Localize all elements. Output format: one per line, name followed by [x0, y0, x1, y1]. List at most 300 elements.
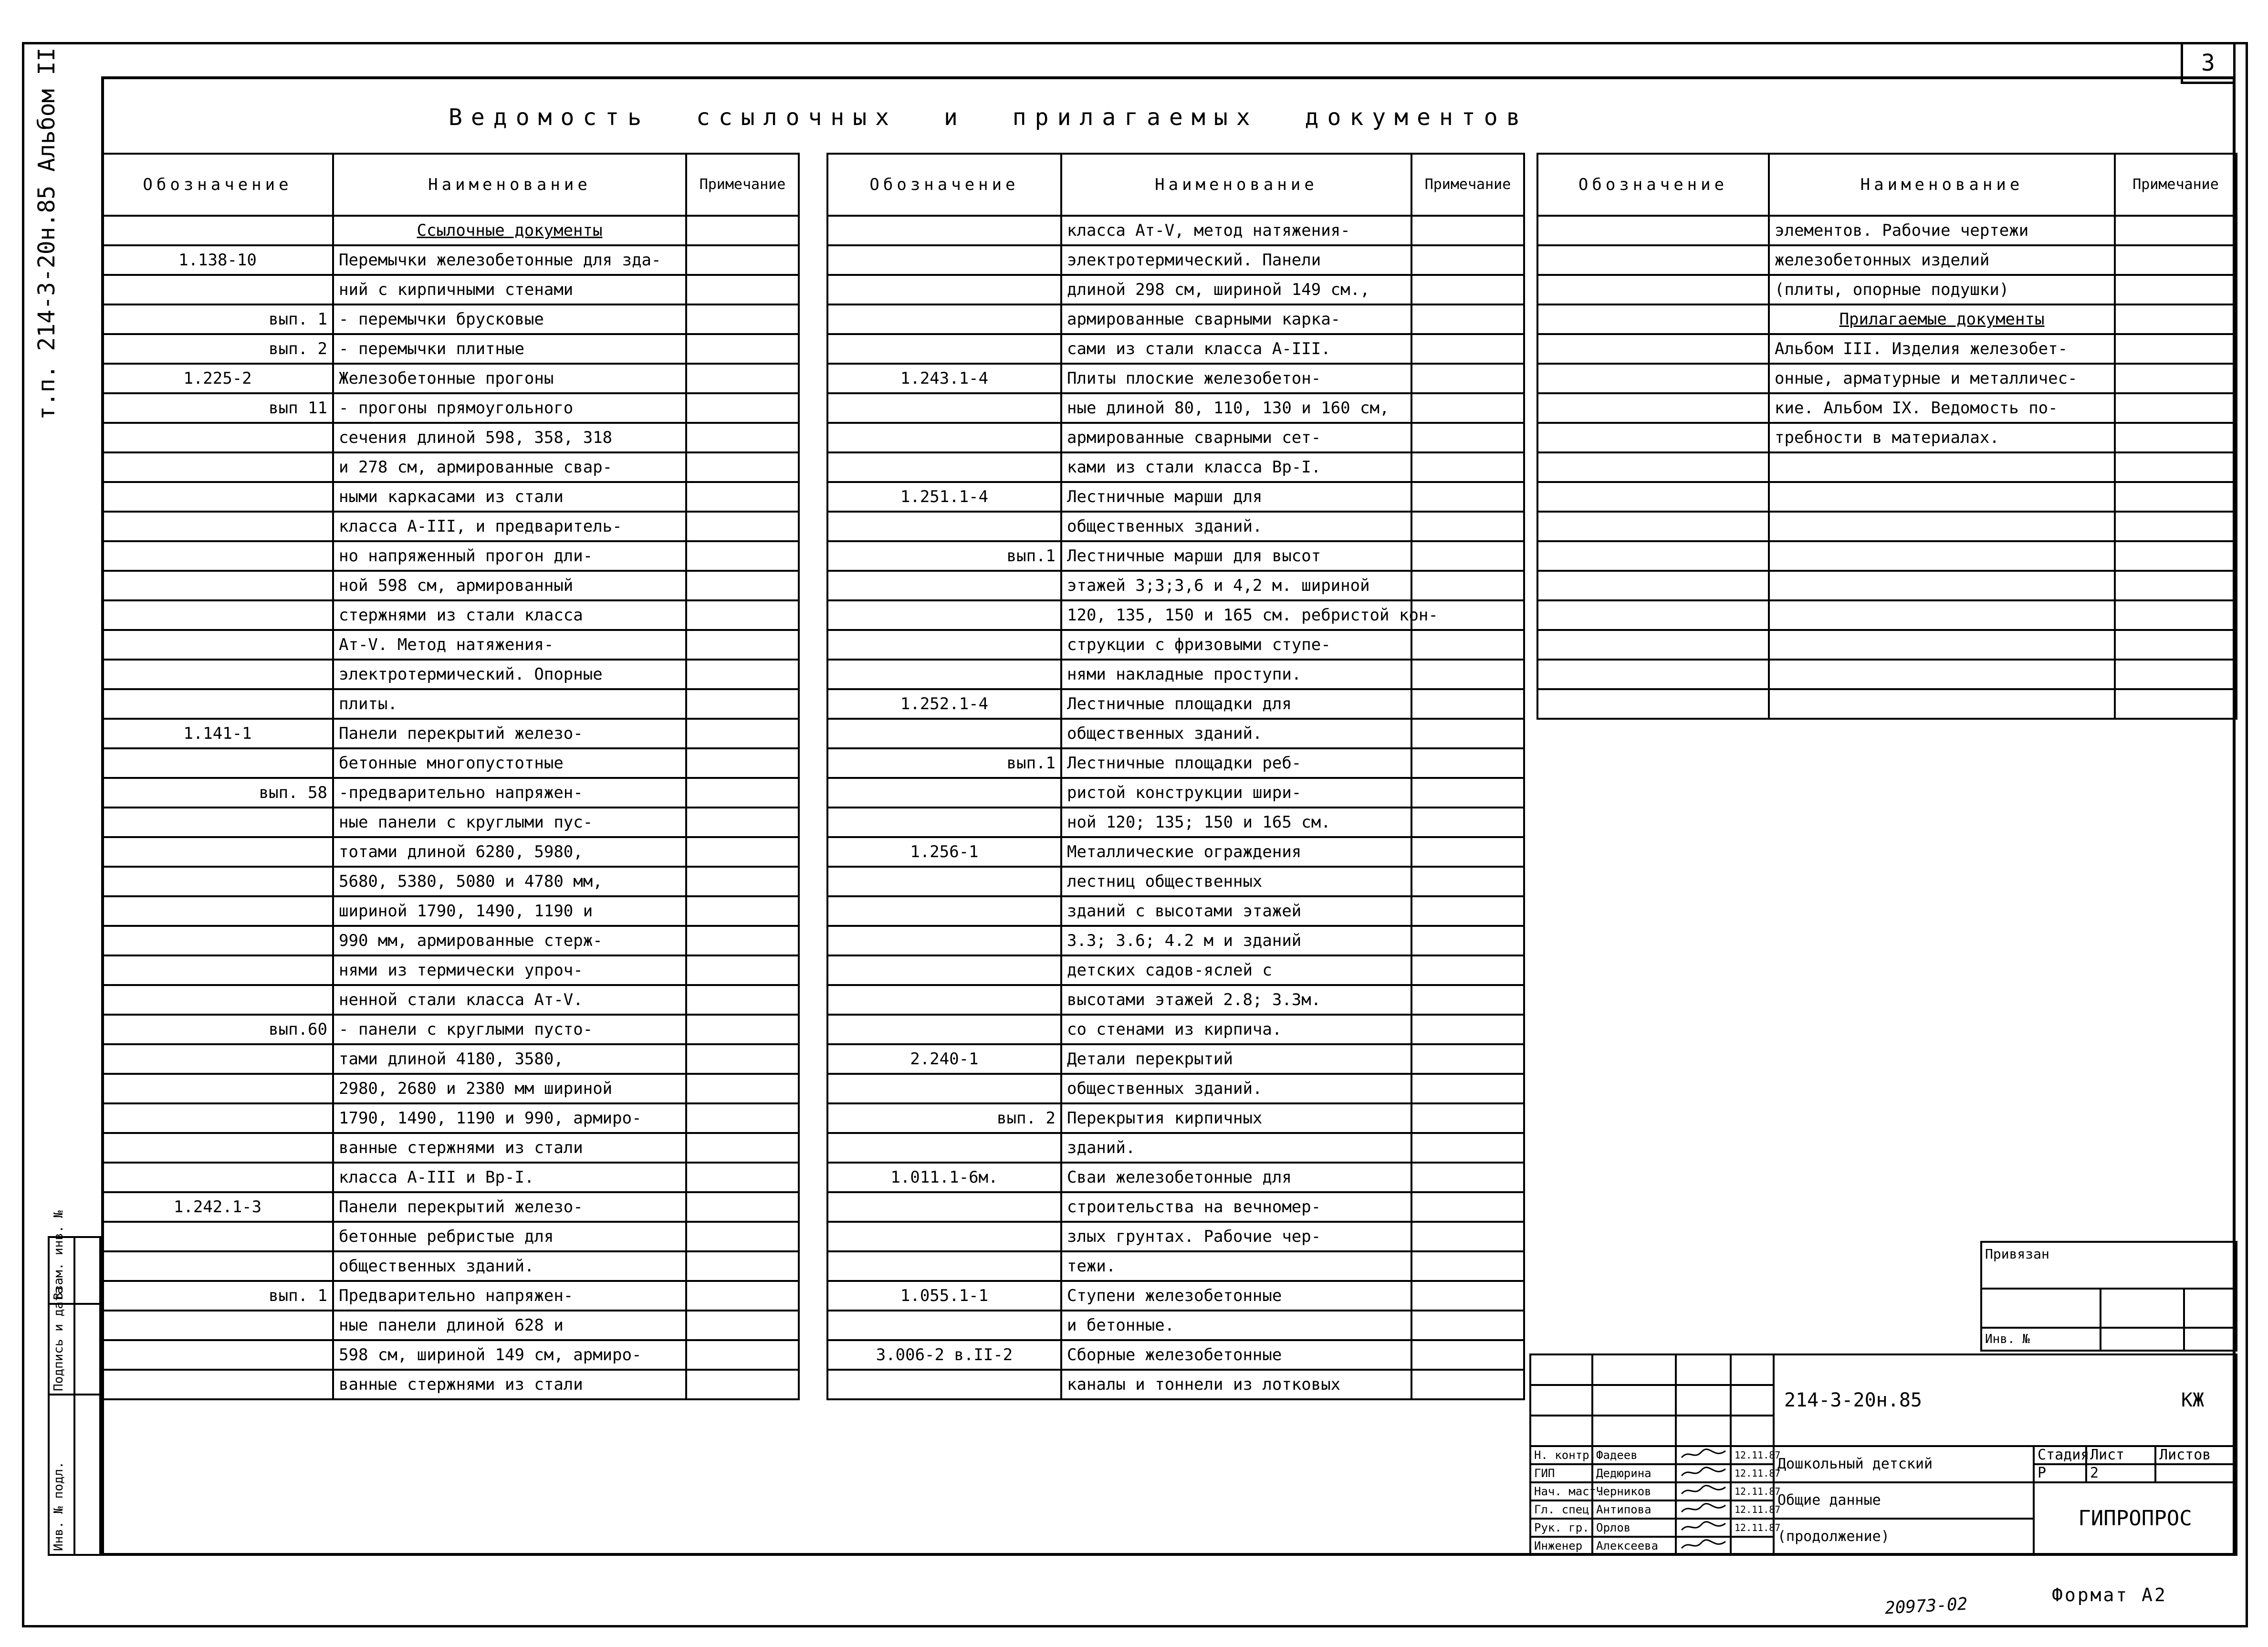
- signature-name: Дедюрина: [1592, 1464, 1676, 1482]
- row-code: [827, 660, 1061, 689]
- table-row: [827, 1340, 1524, 1370]
- row-code: 1.243.1-4: [827, 364, 1061, 393]
- row-note: [1411, 660, 1524, 689]
- table-row: [102, 1222, 799, 1251]
- table-row: [102, 1074, 799, 1103]
- table-row: [102, 1044, 799, 1074]
- row-note: [686, 216, 799, 245]
- row-name: общественных зданий.: [1061, 512, 1411, 541]
- row-note: [686, 304, 799, 334]
- row-note: [1411, 245, 1524, 275]
- row-code: [1537, 364, 1769, 393]
- row-name: - перемычки брусковые: [333, 304, 686, 334]
- table-row: [1537, 600, 2237, 630]
- row-code: [102, 1133, 333, 1163]
- signature-name: Фадеев: [1592, 1446, 1676, 1464]
- table-row: [102, 1133, 799, 1163]
- row-name: строительства на вечномер-: [1061, 1192, 1411, 1222]
- table-row: [102, 867, 799, 896]
- table-row: [1537, 334, 2237, 364]
- table-row: [102, 985, 799, 1015]
- signature-scribble-icon: [1680, 1538, 1727, 1552]
- row-note: [1411, 926, 1524, 955]
- table-row: [1537, 452, 2237, 482]
- row-note: [2115, 630, 2237, 660]
- row-name: общественных зданий.: [1061, 1074, 1411, 1103]
- strip-inv-podl: Инв. № подл.: [52, 1461, 66, 1551]
- row-note: [686, 689, 799, 719]
- row-name: длиной 298 см, шириной 149 см.,: [1061, 275, 1411, 304]
- row-name: - перемычки плитные: [333, 334, 686, 364]
- sheet-label: Лист: [2086, 1446, 2155, 1464]
- header-code: Обозначение: [102, 154, 333, 216]
- row-code: [827, 1370, 1061, 1399]
- table-row: [827, 1015, 1524, 1044]
- table-row: [827, 837, 1524, 867]
- row-name: но напряженный прогон дли-: [333, 541, 686, 571]
- row-note: [686, 393, 799, 423]
- row-name: Ступени железобетонные: [1061, 1281, 1411, 1311]
- table-row: [102, 1281, 799, 1311]
- row-code: [1537, 512, 1769, 541]
- table-row: [102, 926, 799, 955]
- row-name: [1769, 689, 2115, 719]
- header-note: Примечание: [686, 154, 799, 216]
- row-name: нями из термически упроч-: [333, 955, 686, 985]
- row-name: зданий с высотами этажей: [1061, 896, 1411, 926]
- row-name: каналы и тоннели из лотковых: [1061, 1370, 1411, 1399]
- row-code: [827, 1015, 1061, 1044]
- table-row: [102, 778, 799, 808]
- row-code: [102, 1163, 333, 1192]
- row-code: [827, 926, 1061, 955]
- row-name: злых грунтах. Рабочие чер-: [1061, 1222, 1411, 1251]
- table-row: [102, 512, 799, 541]
- table-row: [1537, 393, 2237, 423]
- row-code: [102, 867, 333, 896]
- row-name: этажей 3;3;3,6 и 4,2 м. шириной: [1061, 571, 1411, 600]
- row-name: высотами этажей 2.8; 3.3м.: [1061, 985, 1411, 1015]
- row-name: ные панели длиной 628 и: [333, 1311, 686, 1340]
- row-note: [686, 1340, 799, 1370]
- row-name: [1769, 660, 2115, 689]
- row-note: [1411, 748, 1524, 778]
- row-code: [102, 512, 333, 541]
- row-code: [102, 808, 333, 837]
- row-code: [1537, 275, 1769, 304]
- signature-role: Гл. спец.: [1530, 1500, 1592, 1519]
- row-code: 1.055.1-1: [827, 1281, 1061, 1311]
- table-row: [827, 600, 1524, 630]
- row-note: [2115, 541, 2237, 571]
- row-name: плиты.: [333, 689, 686, 719]
- signature-mark: [1676, 1464, 1731, 1482]
- row-name: класса Ат-V, метод натяжения-: [1061, 216, 1411, 245]
- row-name: Железобетонные прогоны: [333, 364, 686, 393]
- row-name: стержнями из стали класса: [333, 600, 686, 630]
- signature-mark: [1676, 1519, 1731, 1537]
- row-name: [1769, 600, 2115, 630]
- table-row: [827, 364, 1524, 393]
- row-note: [2115, 393, 2237, 423]
- row-code: вып 11: [102, 393, 333, 423]
- row-code: [827, 512, 1061, 541]
- row-code: [102, 896, 333, 926]
- row-name: Панели перекрытий железо-: [333, 719, 686, 748]
- row-note: [686, 1044, 799, 1074]
- row-code: [102, 748, 333, 778]
- row-code: [827, 896, 1061, 926]
- signature-row: [1530, 1446, 2237, 1464]
- row-note: [1411, 364, 1524, 393]
- signature-date: 12.11.87: [1731, 1519, 1774, 1537]
- table-row: [827, 334, 1524, 364]
- row-note: [686, 1311, 799, 1340]
- row-name: электротермический. Опорные: [333, 660, 686, 689]
- row-name: класса А-III и Вр-I.: [333, 1163, 686, 1192]
- row-name: бетонные ребристые для: [333, 1222, 686, 1251]
- row-note: [686, 571, 799, 600]
- row-note: [2115, 364, 2237, 393]
- row-note: [686, 1222, 799, 1251]
- table-row: [827, 304, 1524, 334]
- table-row: [1537, 216, 2237, 245]
- row-name: ные панели с круглыми пус-: [333, 808, 686, 837]
- signature-mark: [1676, 1537, 1731, 1555]
- row-note: [686, 748, 799, 778]
- table-row: [1537, 689, 2237, 719]
- table-row: [1537, 630, 2237, 660]
- row-note: [2115, 482, 2237, 512]
- signature-scribble-icon: [1680, 1501, 1727, 1516]
- table-row: [1537, 482, 2237, 512]
- row-note: [2115, 571, 2237, 600]
- row-code: [827, 778, 1061, 808]
- row-name: [1769, 630, 2115, 660]
- row-code: [102, 955, 333, 985]
- table-row: [1537, 660, 2237, 689]
- row-code: [1537, 571, 1769, 600]
- table-row: [102, 1015, 799, 1044]
- row-name: элементов. Рабочие чертежи: [1769, 216, 2115, 245]
- table-row: [827, 748, 1524, 778]
- row-name: Сборные железобетонные: [1061, 1340, 1411, 1370]
- documents-table-2: [826, 153, 1525, 1400]
- row-name: Плиты плоские железобетон-: [1061, 364, 1411, 393]
- row-code: 1.138-10: [102, 245, 333, 275]
- row-name: (плиты, опорные подушки): [1769, 275, 2115, 304]
- row-note: [1411, 1251, 1524, 1281]
- row-code: [102, 689, 333, 719]
- row-note: [1411, 216, 1524, 245]
- row-code: вып.1: [827, 748, 1061, 778]
- row-note: [1411, 1340, 1524, 1370]
- row-name: -предварительно напряжен-: [333, 778, 686, 808]
- row-name: [1769, 482, 2115, 512]
- row-note: [1411, 571, 1524, 600]
- table-row: [102, 1163, 799, 1192]
- row-note: [1411, 896, 1524, 926]
- row-name: 2980, 2680 и 2380 мм шириной: [333, 1074, 686, 1103]
- sheets-value: [2155, 1464, 2237, 1482]
- row-name: требности в материалах.: [1769, 423, 2115, 452]
- row-code: [827, 334, 1061, 364]
- row-name: тотами длиной 6280, 5980,: [333, 837, 686, 867]
- row-name: 1790, 1490, 1190 и 990, армиро-: [333, 1103, 686, 1133]
- documents-table-3: [1536, 153, 2237, 720]
- row-note: [2115, 452, 2237, 482]
- row-note: [1411, 1015, 1524, 1044]
- table-row: [102, 541, 799, 571]
- row-code: [102, 630, 333, 660]
- row-name: электротермический. Панели: [1061, 245, 1411, 275]
- signature-role: Инженер: [1530, 1537, 1592, 1555]
- row-code: [102, 571, 333, 600]
- strip-vzam-inv: Взам. инв. №: [52, 1210, 66, 1300]
- stage-value: Р: [2034, 1464, 2086, 1482]
- row-code: 1.225-2: [102, 364, 333, 393]
- strip-signature-date: Подпись и дата: [52, 1286, 66, 1391]
- table-row: [827, 216, 1524, 245]
- header-name: Наименование: [1769, 154, 2115, 216]
- table-row: [102, 1251, 799, 1281]
- row-note: [686, 1074, 799, 1103]
- row-note: [686, 245, 799, 275]
- row-name: [1769, 512, 2115, 541]
- table-row: [827, 1311, 1524, 1340]
- row-note: [1411, 393, 1524, 423]
- row-code: [827, 304, 1061, 334]
- row-note: [1411, 304, 1524, 334]
- row-code: [827, 985, 1061, 1015]
- row-name: Ат-V. Метод натяжения-: [333, 630, 686, 660]
- row-code: [1537, 334, 1769, 364]
- row-name: ристой конструкции шири-: [1061, 778, 1411, 808]
- row-note: [686, 867, 799, 896]
- binding-stamp: [1980, 1241, 2237, 1352]
- organization: ГИПРОПРОС: [2034, 1482, 2237, 1555]
- row-code: [102, 1370, 333, 1399]
- row-note: [1411, 512, 1524, 541]
- row-name: 3.3; 3.6; 4.2 м и зданий: [1061, 926, 1411, 955]
- row-code: [827, 452, 1061, 482]
- row-code: [827, 571, 1061, 600]
- row-code: [1537, 541, 1769, 571]
- row-code: вып. 58: [102, 778, 333, 808]
- row-note: [2115, 689, 2237, 719]
- drawing-code: 214-3-20н.85: [1784, 1389, 1922, 1411]
- section-heading-text: Ссылочные документы: [417, 221, 603, 240]
- table-row: [1537, 304, 2237, 334]
- table-row: [827, 808, 1524, 837]
- row-code: [102, 216, 333, 245]
- row-note: [2115, 304, 2237, 334]
- row-code: [102, 600, 333, 630]
- table-row: [827, 571, 1524, 600]
- table-row: [827, 512, 1524, 541]
- row-code: 1.251.1-4: [827, 482, 1061, 512]
- row-name: и бетонные.: [1061, 1311, 1411, 1340]
- row-name: Перемычки железобетонные для зда-: [333, 245, 686, 275]
- row-code: [827, 1074, 1061, 1103]
- row-note: [686, 896, 799, 926]
- row-note: [686, 275, 799, 304]
- row-code: [102, 423, 333, 452]
- table-row: [827, 482, 1524, 512]
- row-name: и 278 см, армированные свар-: [333, 452, 686, 482]
- row-code: [1537, 689, 1769, 719]
- row-note: [686, 482, 799, 512]
- table-row: [827, 541, 1524, 571]
- row-code: [827, 1311, 1061, 1340]
- row-name: Металлические ограждения: [1061, 837, 1411, 867]
- row-name: Панели перекрытий железо-: [333, 1192, 686, 1222]
- row-code: [827, 808, 1061, 837]
- header-name: Наименование: [333, 154, 686, 216]
- table-row: [827, 896, 1524, 926]
- sheet-title-2: (продолжение): [1774, 1519, 2034, 1555]
- table-row: [102, 630, 799, 660]
- row-name: 120, 135, 150 и 165 см. ребристой кон-: [1061, 600, 1411, 630]
- title-block: [1529, 1353, 2237, 1556]
- page-title: Ведомость ссылочных и прилагаемых документов: [449, 104, 1529, 131]
- row-code: вып. 1: [102, 1281, 333, 1311]
- row-code: [827, 393, 1061, 423]
- row-code: [827, 216, 1061, 245]
- row-name: шириной 1790, 1490, 1190 и: [333, 896, 686, 926]
- object-name-1: Дошкольный детский: [1774, 1446, 2034, 1482]
- row-code: 2.240-1: [827, 1044, 1061, 1074]
- row-code: [827, 1133, 1061, 1163]
- row-note: [686, 1192, 799, 1222]
- left-strip-sep-1: [48, 1394, 101, 1395]
- row-code: вып. 2: [102, 334, 333, 364]
- row-code: [827, 275, 1061, 304]
- row-note: [686, 512, 799, 541]
- row-code: [102, 837, 333, 867]
- row-note: [1411, 630, 1524, 660]
- documents-table-1: [101, 153, 800, 1400]
- row-code: [1537, 304, 1769, 334]
- table-row: [102, 275, 799, 304]
- row-code: вып.60: [102, 1015, 333, 1044]
- row-name: общественных зданий.: [1061, 719, 1411, 748]
- row-note: [686, 778, 799, 808]
- row-name: Лестничные марши для: [1061, 482, 1411, 512]
- table-header: [1537, 154, 2237, 216]
- row-code: [102, 1074, 333, 1103]
- row-note: [686, 808, 799, 837]
- row-code: вып. 1: [102, 304, 333, 334]
- row-name: 5680, 5380, 5080 и 4780 мм,: [333, 867, 686, 896]
- table-row: [827, 1044, 1524, 1074]
- row-note: [1411, 719, 1524, 748]
- row-note: [686, 1370, 799, 1399]
- table-row: [102, 748, 799, 778]
- row-note: [1411, 275, 1524, 304]
- row-name: ванные стержнями из стали: [333, 1133, 686, 1163]
- table-row: [827, 630, 1524, 660]
- row-code: [827, 719, 1061, 748]
- table-row: [827, 1222, 1524, 1251]
- row-code: [102, 482, 333, 512]
- row-note: [686, 837, 799, 867]
- row-name: зданий.: [1061, 1133, 1411, 1163]
- table-row: [102, 600, 799, 630]
- row-note: [2115, 600, 2237, 630]
- sheet-number-box: [2181, 42, 2236, 84]
- table-row: [102, 304, 799, 334]
- row-note: [1411, 1311, 1524, 1340]
- row-note: [686, 630, 799, 660]
- row-code: [1537, 393, 1769, 423]
- row-code: [1537, 660, 1769, 689]
- row-code: [827, 1192, 1061, 1222]
- row-note: [1411, 1074, 1524, 1103]
- table-row: [827, 689, 1524, 719]
- row-note: [686, 955, 799, 985]
- row-note: [1411, 985, 1524, 1015]
- signature-date: 12.11.87: [1731, 1446, 1774, 1464]
- row-note: [1411, 867, 1524, 896]
- row-note: [1411, 1133, 1524, 1163]
- row-note: [1411, 541, 1524, 571]
- row-name: ными каркасами из стали: [333, 482, 686, 512]
- table-row: [102, 482, 799, 512]
- left-strip-divider: [73, 1236, 75, 1556]
- table-row: [1537, 245, 2237, 275]
- table-row: [102, 245, 799, 275]
- row-code: [827, 423, 1061, 452]
- table-row: [827, 1103, 1524, 1133]
- table-header: [827, 154, 1524, 216]
- row-name: Лестничные площадки реб-: [1061, 748, 1411, 778]
- row-name: Детали перекрытий: [1061, 1044, 1411, 1074]
- row-note: [2115, 423, 2237, 452]
- row-note: [2115, 334, 2237, 364]
- table-row: [827, 423, 1524, 452]
- table-row: [102, 452, 799, 482]
- row-name: Перекрытия кирпичных: [1061, 1103, 1411, 1133]
- signature-scribble-icon: [1680, 1520, 1727, 1534]
- format-label: Формат А2: [2052, 1584, 2167, 1605]
- row-code: [102, 926, 333, 955]
- row-code: [102, 985, 333, 1015]
- table-row: [827, 1251, 1524, 1281]
- row-note: [1411, 1103, 1524, 1133]
- row-code: [102, 1340, 333, 1370]
- row-code: [1537, 216, 1769, 245]
- row-note: [686, 926, 799, 955]
- row-name: тежи.: [1061, 1251, 1411, 1281]
- row-name: ками из стали класса Вр-I.: [1061, 452, 1411, 482]
- row-note: [686, 541, 799, 571]
- row-name: 598 см, шириной 149 см, армиро-: [333, 1340, 686, 1370]
- row-note: [686, 334, 799, 364]
- row-name: ной 120; 135; 150 и 165 см.: [1061, 808, 1411, 837]
- row-name: ненной стали класса Ат-V.: [333, 985, 686, 1015]
- table-row: [827, 1192, 1524, 1222]
- row-name: ной 598 см, армированный: [333, 571, 686, 600]
- table-row: [1537, 541, 2237, 571]
- row-note: [1411, 452, 1524, 482]
- row-code: [1537, 423, 1769, 452]
- row-code: [1537, 600, 1769, 630]
- row-name: кие. Альбом IX. Ведомость по-: [1769, 393, 2115, 423]
- signature-name: Черников: [1592, 1482, 1676, 1500]
- signature-role: Н. контр.: [1530, 1446, 1592, 1464]
- table-row: [102, 364, 799, 393]
